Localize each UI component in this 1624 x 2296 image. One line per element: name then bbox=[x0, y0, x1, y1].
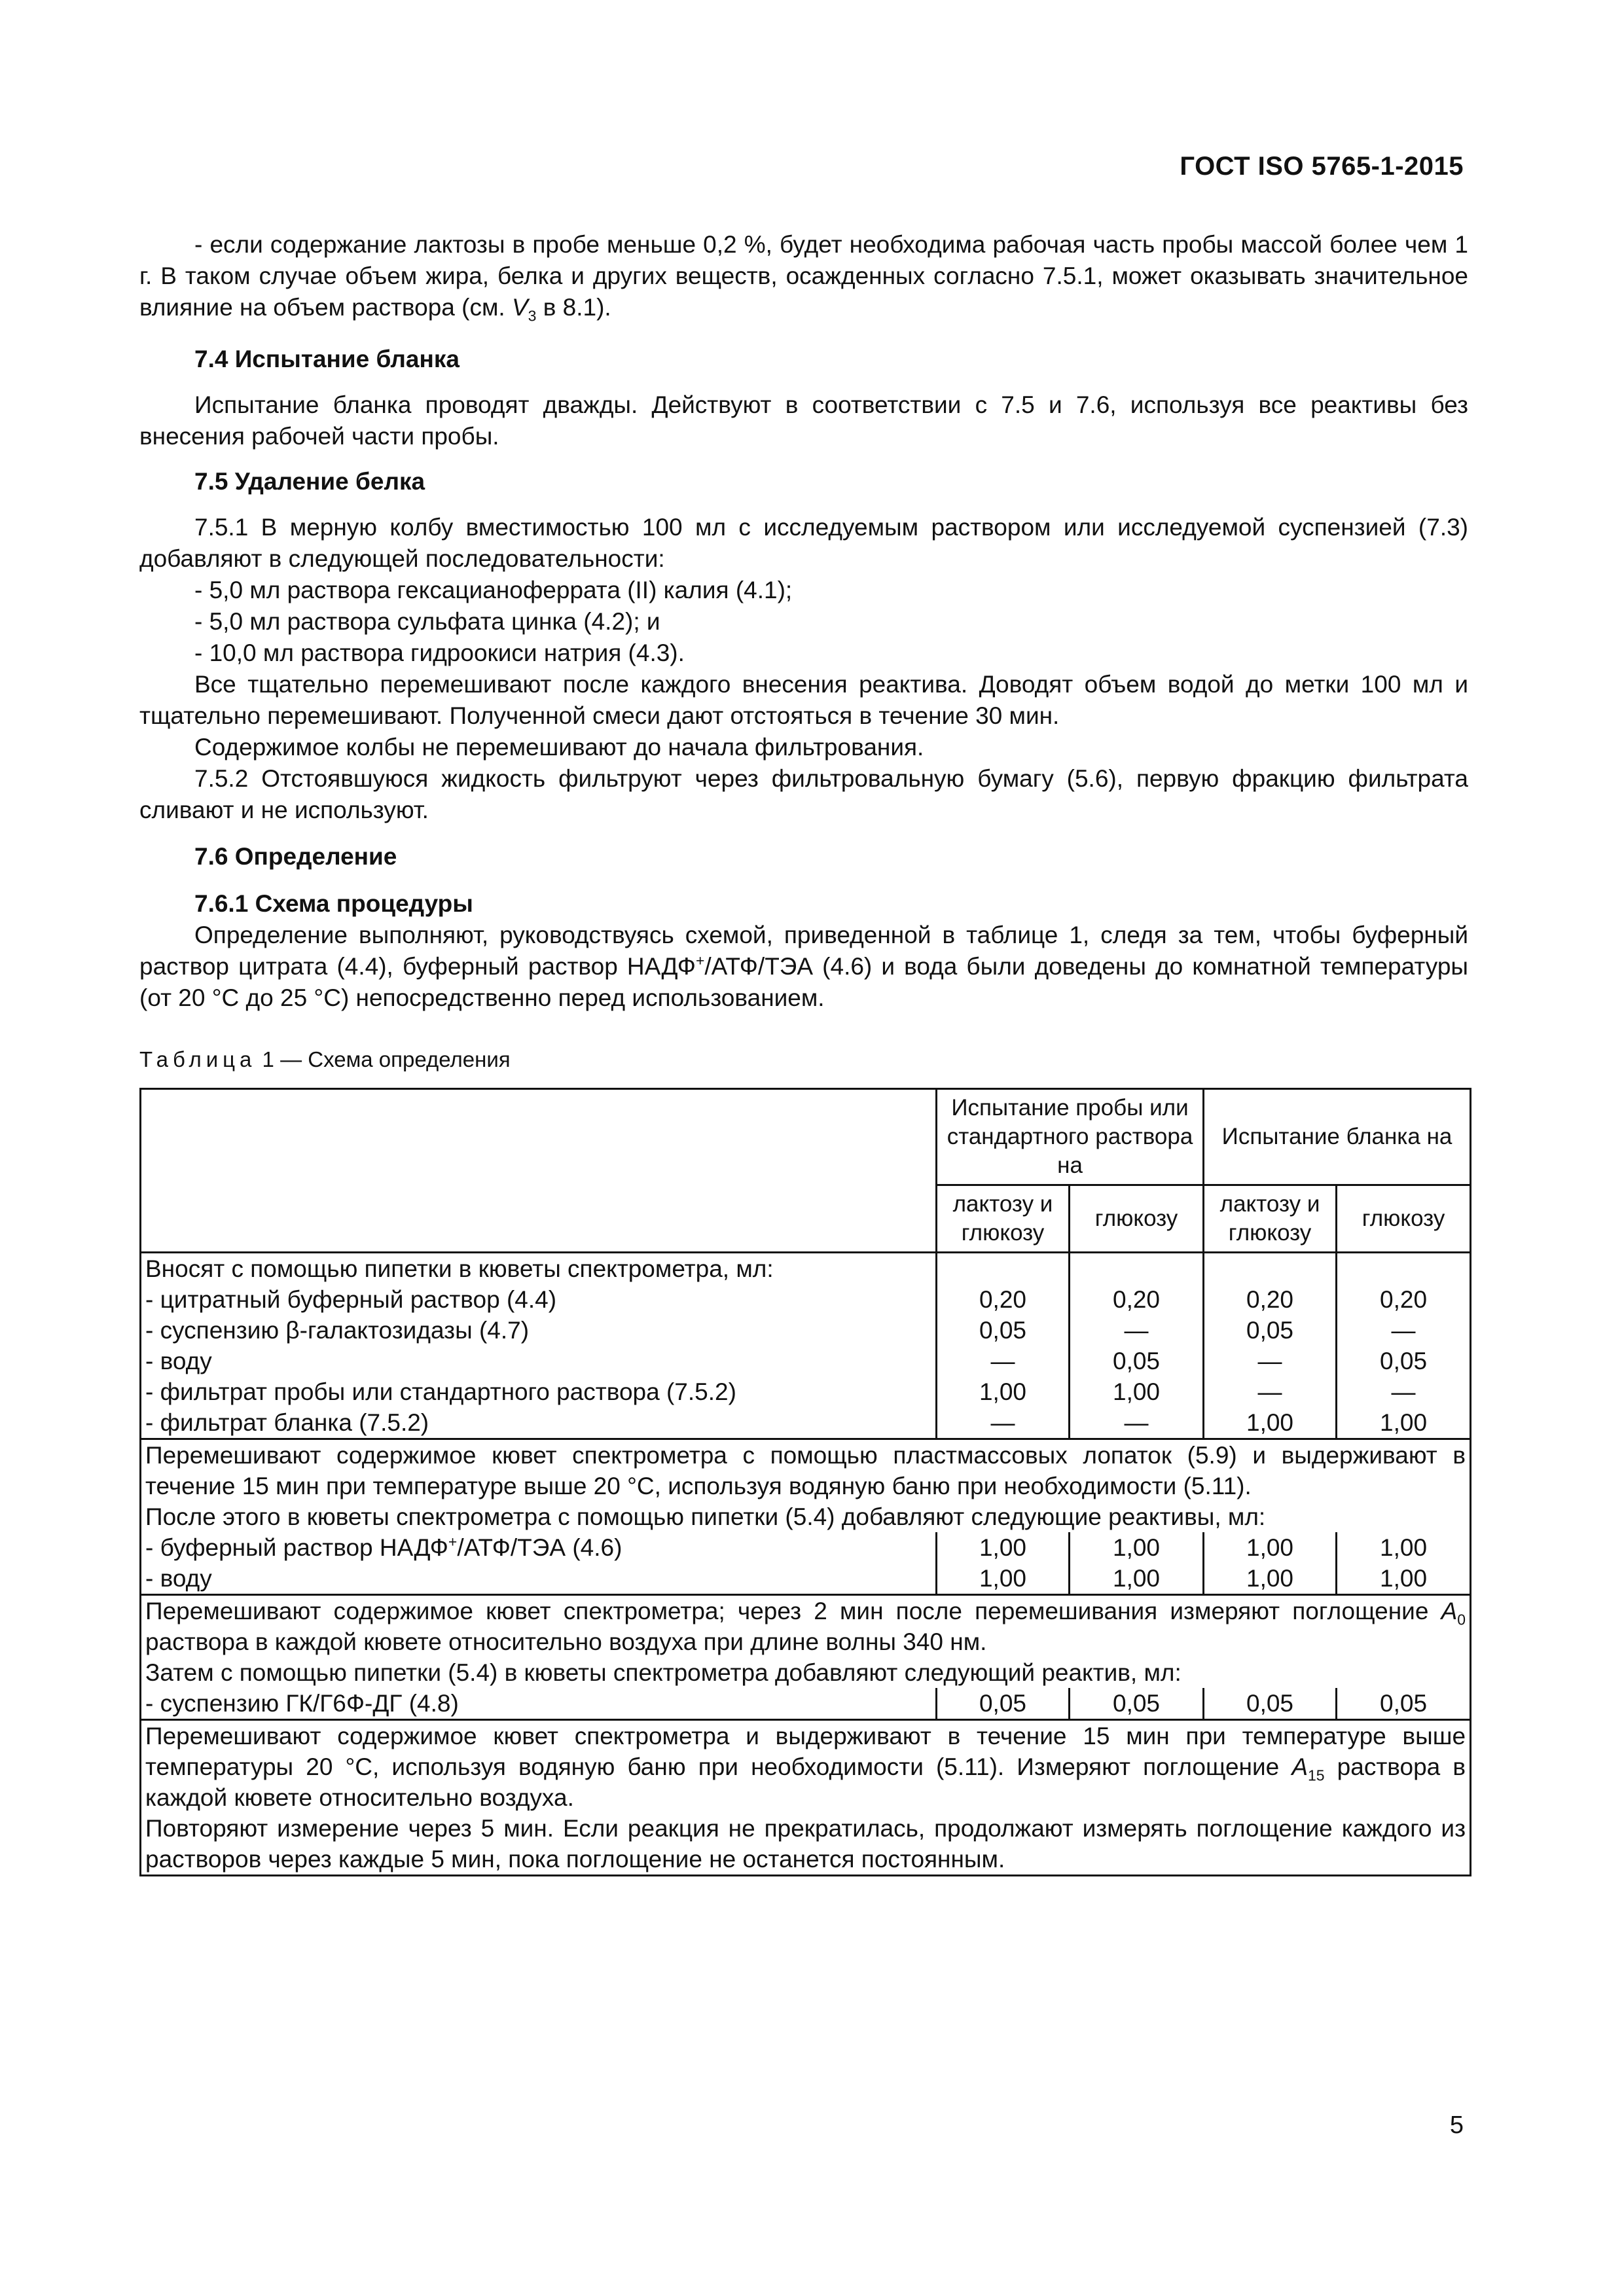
instruction-text: Затем с помощью пипетки (5.4) в кюветы спектрометра добавляют следующий реактив, мл: bbox=[141, 1657, 1471, 1688]
table-caption: Таблица 1 — Схема определения bbox=[139, 1047, 511, 1071]
header-col-lactose-glucose: лактозу и глюкозу bbox=[1204, 1185, 1337, 1253]
cell-value: — bbox=[1204, 1376, 1337, 1407]
section-heading: 7.4 Испытание бланка bbox=[194, 346, 460, 372]
section-7-5 bbox=[139, 466, 1468, 826]
table-row bbox=[141, 1284, 1471, 1315]
header-col-glucose: глюкозу bbox=[1337, 1185, 1471, 1253]
section-heading: 7.5 Удаление белка bbox=[194, 468, 425, 495]
cell-value: 1,00 bbox=[937, 1376, 1070, 1407]
row-label: - фильтрат бланка (7.5.2) bbox=[141, 1407, 937, 1439]
instruction-text: Перемешивают содержимое кювет спектрометра и выдерживают в течение 15 мин при температуре выше температуры 20 °С, используя водяную баню при необходимости (5.11). Измеряют поглощение $A_{15}$ раствора в каждой кювете относительно воздуха. bbox=[141, 1720, 1471, 1814]
cell-value: 0,05 bbox=[1337, 1688, 1471, 1720]
header-col-lactose-glucose: лактозу и глюкозу bbox=[937, 1185, 1070, 1253]
cell-value: 0,05 bbox=[1204, 1315, 1337, 1346]
cell-value: — bbox=[1337, 1315, 1471, 1346]
paragraph: Все тщательно перемешивают после каждого внесения реактива. Доводят объем водой до метки 100 мл и тщательно перемешивают. Полученной смеси дают отстояться в течение 30 мин. bbox=[139, 671, 1468, 729]
cell-value: — bbox=[937, 1346, 1070, 1376]
cell-value: 1,00 bbox=[1070, 1376, 1204, 1407]
cell-value: 1,00 bbox=[937, 1532, 1070, 1563]
list-item: - 5,0 мл раствора гексацианоферрата (II) калия (4.1); bbox=[194, 577, 793, 603]
cell-value: 0,05 bbox=[937, 1315, 1070, 1346]
row-label: - буферный раствор НАДФ+/АТФ/ТЭА (4.6) bbox=[141, 1532, 937, 1563]
header-col-glucose: глюкозу bbox=[1070, 1185, 1204, 1253]
cell-value: 1,00 bbox=[1070, 1563, 1204, 1595]
cell-value: 0,20 bbox=[1204, 1284, 1337, 1315]
table-row bbox=[141, 1376, 1471, 1407]
document-code: ГОСТ ISO 5765-1-2015 bbox=[1180, 152, 1464, 181]
list-item: - 10,0 мл раствора гидроокиси натрия (4.3). bbox=[194, 639, 685, 666]
cell-value: 1,00 bbox=[1337, 1563, 1471, 1595]
section-heading: 7.6 Определение bbox=[194, 843, 397, 870]
cell-value: 0,05 bbox=[1204, 1688, 1337, 1720]
instruction-text: Повторяют измерение через 5 мин. Если реакция не прекратилась, продолжают измерять поглощение каждого из растворов через каждые 5 мин, пока поглощение не останется постоянным. bbox=[141, 1813, 1471, 1876]
paragraph: Содержимое колбы не перемешивают до начала фильтрования. bbox=[194, 734, 924, 761]
row-label: - воду bbox=[141, 1346, 937, 1376]
cell-value: 0,20 bbox=[1070, 1284, 1204, 1315]
cell-value: 1,00 bbox=[1204, 1407, 1337, 1439]
table-row bbox=[141, 1315, 1471, 1346]
instruction-text: После этого в кюветы спектрометра с помощью пипетки (5.4) добавляют следующие реактивы, мл: bbox=[141, 1501, 1471, 1532]
paragraph: 7.5.1 В мерную колбу вместимостью 100 мл с исследуемым раствором или исследуемой суспензией (7.3) добавляют в следующей последовательности: bbox=[139, 514, 1468, 572]
cell-value: 0,05 bbox=[937, 1688, 1070, 1720]
cell-value: 1,00 bbox=[1070, 1532, 1204, 1563]
cell-value: 0,05 bbox=[1337, 1346, 1471, 1376]
cell-value: 1,00 bbox=[1337, 1407, 1471, 1439]
table-row bbox=[141, 1407, 1471, 1439]
row-label: - цитратный буферный раствор (4.4) bbox=[141, 1284, 937, 1315]
table-row bbox=[141, 1688, 1471, 1720]
subsection-heading: 7.6.1 Схема процедуры bbox=[194, 890, 473, 917]
cell-value: — bbox=[937, 1407, 1070, 1439]
header-sample-test: Испытание пробы или стандартного раствора на bbox=[937, 1089, 1204, 1185]
cell-value: — bbox=[1070, 1315, 1204, 1346]
section-7-6 bbox=[139, 841, 1468, 1014]
section-7-4 bbox=[139, 344, 1468, 452]
cell-value: 0,20 bbox=[1337, 1284, 1471, 1315]
cell-value: — bbox=[1337, 1376, 1471, 1407]
paragraph: Испытание бланка проводят дважды. Действуют в соответствии с 7.5 и 7.6, используя все реактивы без внесения рабочей части пробы. bbox=[139, 391, 1468, 450]
cell-value: 1,00 bbox=[1204, 1532, 1337, 1563]
cell-value: 0,05 bbox=[1070, 1346, 1204, 1376]
paragraph: 7.5.2 Отстоявшуюся жидкость фильтруют через фильтровальную бумагу (5.6), первую фракцию фильтрата сливают и не используют. bbox=[139, 765, 1468, 823]
table-row bbox=[141, 1346, 1471, 1376]
procedure-table bbox=[139, 1088, 1471, 1876]
row-label: - воду bbox=[141, 1563, 937, 1595]
cell-value: 1,00 bbox=[1204, 1563, 1337, 1595]
cell-value: — bbox=[1204, 1346, 1337, 1376]
cell-value: — bbox=[1070, 1407, 1204, 1439]
row-label: - суспензию ГК/Г6Ф-ДГ (4.8) bbox=[141, 1688, 937, 1720]
table-header-blank bbox=[141, 1089, 937, 1253]
cell-value: 0,05 bbox=[1070, 1688, 1204, 1720]
instruction-text: Перемешивают содержимое кювет спектрометра с помощью пластмассовых лопаток (5.9) и выдерживают в течение 15 мин при температуре выше 20 °С, используя водяную баню при необходимости (5.11). bbox=[141, 1439, 1471, 1502]
header-blank-test: Испытание бланка на bbox=[1204, 1089, 1471, 1185]
row-label: - суспензию β-галактозидазы (4.7) bbox=[141, 1315, 937, 1346]
cell-value: 0,20 bbox=[937, 1284, 1070, 1315]
intro-paragraph: - если содержание лактозы в пробе меньше 0,2 %, будет необходима рабочая часть пробы массой более чем 1 г. В таком случае объем жира, белка и других веществ, осажденных согласно 7.5.1, может оказывать значительное влияние на объем раствора (см. $V_3$ в 8.1). bbox=[139, 231, 1468, 325]
page-number: 5 bbox=[1449, 2111, 1464, 2139]
table-row bbox=[141, 1563, 1471, 1595]
cell-value: 1,00 bbox=[1337, 1532, 1471, 1563]
row-label: - фильтрат пробы или стандартного раствора (7.5.2) bbox=[141, 1376, 937, 1407]
intro-block bbox=[139, 229, 1468, 323]
instruction-text: Перемешивают содержимое кювет спектрометра; через 2 мин после перемешивания измеряют поглощение $A_0$ раствора в каждой кювете относительно воздуха при длине волны 340 нм. bbox=[141, 1595, 1471, 1658]
list-item: - 5,0 мл раствора сульфата цинка (4.2); и bbox=[194, 608, 660, 635]
table-row bbox=[141, 1532, 1471, 1563]
row-label: Вносят с помощью пипетки в кюветы спектрометра, мл: bbox=[141, 1253, 937, 1285]
paragraph: Определение выполняют, руководствуясь схемой, приведенной в таблице 1, следя за тем, чтобы буферный раствор цитрата (4.4), буферный раствор НАДФ+/АТФ/ТЭА (4.6) и вода были доведены до комнатной температуры (от 20 °С до 25 °С) непосредственно перед использованием. bbox=[139, 922, 1469, 1011]
cell-value: 1,00 bbox=[937, 1563, 1070, 1595]
